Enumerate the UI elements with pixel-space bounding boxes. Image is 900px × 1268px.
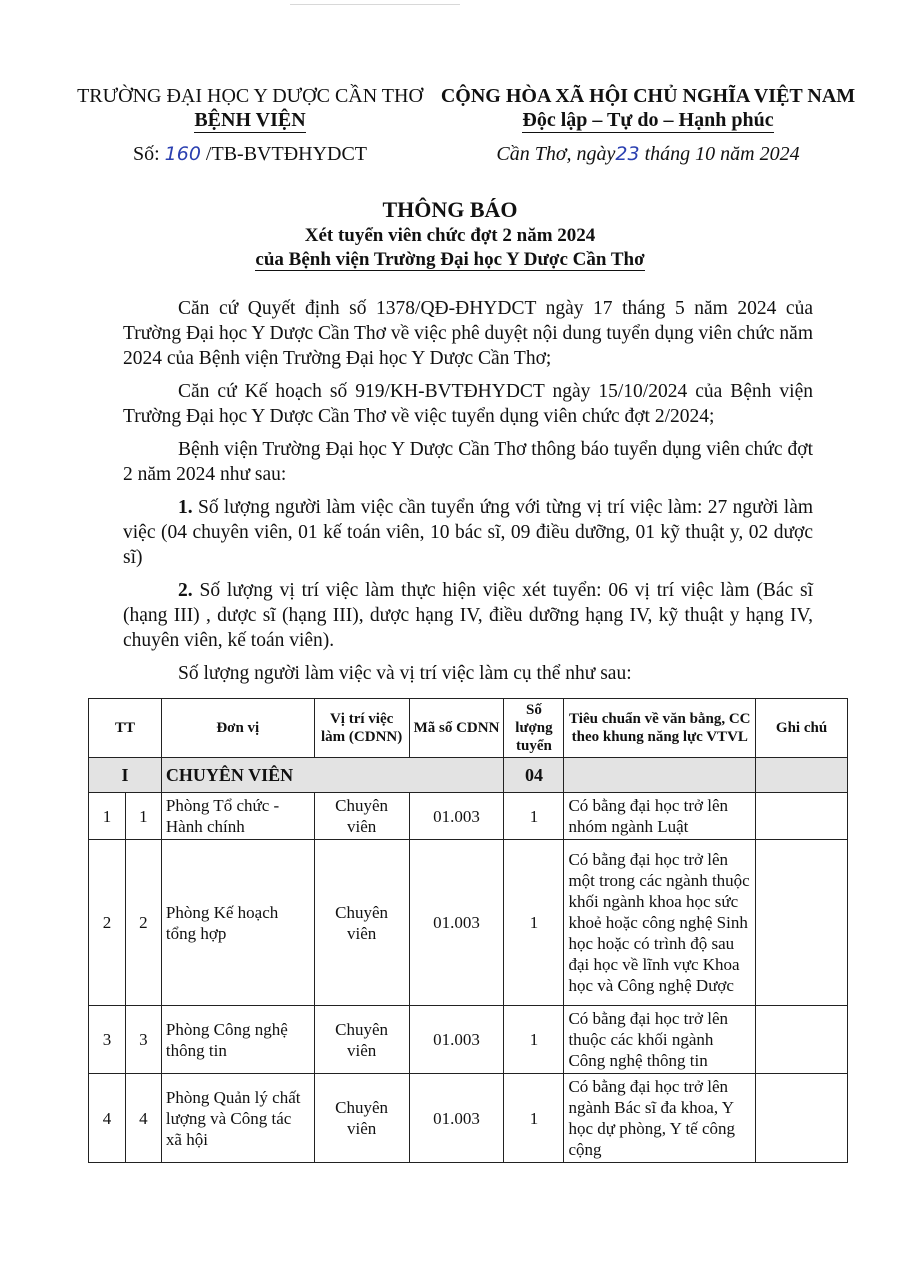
cell-tieu-chuan: Có bằng đại học trở lên một trong các ngành thuộc khối ngành khoa học sức khoẻ hoặc công nghệ Sinh học hoặc có trình độ sau đại học về lĩnh vực Khoa học và Công nghệ Dược	[564, 840, 756, 1006]
cell-ma-so: 01.003	[409, 1006, 504, 1074]
cell-stt2: 2	[125, 840, 161, 1006]
table-row	[89, 840, 848, 1006]
scan-artifact	[290, 4, 460, 5]
cell-don-vi: Phòng Công nghệ thông tin	[161, 1006, 314, 1074]
recruitment-table	[88, 698, 848, 1163]
paragraph-item-2: 2. Số lượng vị trí việc làm thực hiện việc xét tuyển: 06 vị trí việc làm (Bác sĩ (hạng III) , dược sĩ (hạng III), dược hạng IV, điều dưỡng hạng IV, kỹ thuật y hạng IV, chuyên viên, kế toán viên).	[123, 580, 814, 651]
table-header-row	[89, 699, 848, 758]
document-body	[123, 296, 813, 694]
cell-vi-tri: Chuyên viên	[314, 1006, 409, 1074]
cell-stt2: 4	[125, 1074, 161, 1163]
cell-stt2: 3	[125, 1006, 161, 1074]
cell-ghi-chu	[756, 1006, 848, 1074]
cell-stt1: 2	[89, 840, 126, 1006]
paragraph-item-1: 1. Số lượng người làm việc cần tuyển ứng với từng vị trí việc làm: 27 người làm việc (04 chuyên viên, 01 kế toán viên, 10 bác sĩ, 09 điều dưỡng, 01 kỹ thuật y, 02 dược sĩ)	[123, 497, 814, 568]
document-date: Cần Thơ, ngày23 tháng 10 năm 2024	[496, 143, 800, 165]
cell-don-vi: Phòng Kế hoạch tổng hợp	[161, 840, 314, 1006]
paragraph-legal-basis-1: Căn cứ Quyết định số 1378/QĐ-ĐHYDCT ngày 17 tháng 5 năm 2024 của Trường Đại học Y Dược Cần Thơ về việc phê duyệt nội dung tuyển dụng viên chức năm 2024 của Bệnh viện Trường Đại học Y Dược Cần Thơ;	[123, 298, 813, 369]
paragraph-table-intro: Số lượng người làm việc và vị trí việc làm cụ thể như sau:	[178, 663, 632, 684]
cell-so-luong: 1	[504, 840, 564, 1006]
title-subject: Xét tuyển viên chức đợt 2 năm 2024	[304, 225, 596, 246]
cell-ma-so: 01.003	[409, 793, 504, 840]
table-row	[89, 793, 848, 840]
header-so-luong: Số lượng tuyển	[504, 699, 564, 758]
title-issuer: của Bệnh viện Trường Đại học Y Dược Cần Thơ	[255, 249, 645, 270]
issuer-org: BỆNH VIỆN	[194, 109, 306, 131]
cell-vi-tri: Chuyên viên	[314, 793, 409, 840]
cell-tieu-chuan: Có bằng đại học trở lên thuộc các khối ngành Công nghệ thông tin	[564, 1006, 756, 1074]
issuer-block	[70, 84, 430, 166]
cell-stt1: 3	[89, 1006, 126, 1074]
handwritten-day: 23	[615, 143, 640, 165]
cell-don-vi: Phòng Quản lý chất lượng và Công tác xã hội	[161, 1074, 314, 1163]
cell-tieu-chuan: Có bằng đại học trở lên nhóm ngành Luật	[564, 793, 756, 840]
cell-so-luong: 1	[504, 1074, 564, 1163]
cell-vi-tri: Chuyên viên	[314, 1074, 409, 1163]
cell-ma-so: 01.003	[409, 840, 504, 1006]
header-ma-so: Mã số CDNN	[409, 699, 504, 758]
section-empty-cell	[564, 758, 756, 793]
paragraph-legal-basis-2: Căn cứ Kế hoạch số 919/KH-BVTĐHYDCT ngày 15/10/2024 của Bệnh viện Trường Đại học Y Dược Cần Thơ về việc tuyển dụng viên chức đợt 2/2024;	[123, 381, 813, 427]
nation-name: CỘNG HÒA XÃ HỘI CHỦ NGHĨA VIỆT NAM	[440, 85, 856, 107]
cell-tieu-chuan: Có bằng đại học trở lên ngành Bác sĩ đa khoa, Y học dự phòng, Y tế công cộng	[564, 1074, 756, 1163]
motto: Độc lập – Tự do – Hạnh phúc	[522, 109, 774, 131]
paragraph-announcement: Bệnh viện Trường Đại học Y Dược Cần Thơ thông báo tuyển dụng viên chức đợt 2 năm 2024 như sau:	[123, 439, 813, 485]
document-number: Số: 160 /TB-BVTĐHYDCT	[132, 143, 368, 165]
table-row	[89, 1006, 848, 1074]
cell-ghi-chu	[756, 1074, 848, 1163]
cell-so-luong: 1	[504, 1006, 564, 1074]
header-don-vi: Đơn vị	[161, 699, 314, 758]
section-row	[89, 758, 848, 793]
issuer-parent-org: TRƯỜNG ĐẠI HỌC Y DƯỢC CẦN THƠ	[77, 85, 423, 107]
cell-ghi-chu	[756, 793, 848, 840]
cell-stt2: 1	[125, 793, 161, 840]
header-ghi-chu: Ghi chú	[756, 699, 848, 758]
title-main: THÔNG BÁO	[382, 197, 518, 222]
cell-ma-so: 01.003	[409, 1074, 504, 1163]
national-header	[438, 84, 858, 166]
table-row	[89, 1074, 848, 1163]
cell-stt1: 4	[89, 1074, 126, 1163]
cell-ghi-chu	[756, 840, 848, 1006]
header-tieu-chuan: Tiêu chuẩn về văn bằng, CC theo khung năng lực VTVL	[564, 699, 756, 758]
handwritten-number: 160	[164, 143, 201, 165]
section-empty-cell	[756, 758, 848, 793]
cell-stt1: 1	[89, 793, 126, 840]
section-roman: I	[89, 758, 162, 793]
cell-don-vi: Phòng Tổ chức - Hành chính	[161, 793, 314, 840]
section-count: 04	[504, 758, 564, 793]
header-vi-tri: Vị trí việc làm (CDNN)	[314, 699, 409, 758]
cell-vi-tri: Chuyên viên	[314, 840, 409, 1006]
section-name: CHUYÊN VIÊN	[161, 758, 504, 793]
header-tt: TT	[89, 699, 162, 758]
cell-so-luong: 1	[504, 793, 564, 840]
document-title	[100, 196, 800, 272]
